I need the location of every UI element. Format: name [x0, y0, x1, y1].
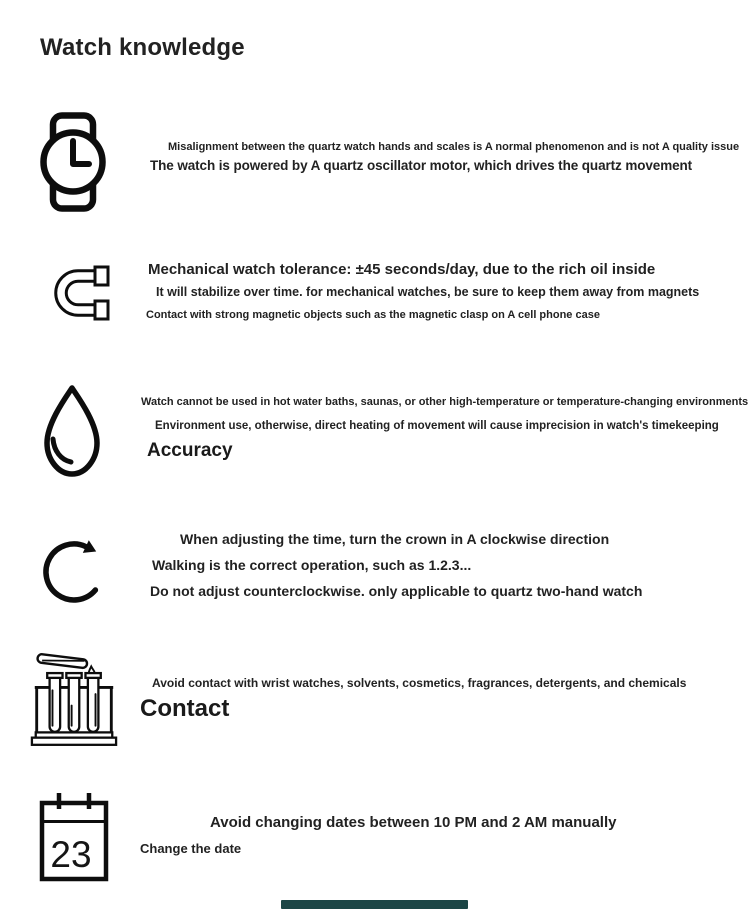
section-quartz-movement: [140, 141, 739, 173]
environment-line: Environment use, otherwise, direct heating of movement will cause imprecision in watch's timekeeping: [155, 420, 719, 432]
chemicals-line: Avoid contact with wrist watches, solvents, cosmetics, fragrances, detergents, and chemicals: [152, 676, 687, 690]
hot-water-line: Watch cannot be used in hot water baths, saunas, or other high-temperature or temperature-changing environments: [141, 396, 749, 408]
crown-clockwise-line: When adjusting the time, turn the crown in A clockwise direction: [180, 531, 610, 547]
section-date-change: [138, 814, 616, 856]
avoid-date-change-line: Avoid changing dates between 10 PM and 2 AM manually: [210, 814, 617, 831]
calendar-icon: [38, 789, 110, 883]
quartz-note-line: Misalignment between the quartz watch hands and scales is A normal phenomenon and is not A quality issue: [168, 141, 740, 153]
magnetic-contact-line: Contact with strong magnetic objects such as the magnetic clasp on A cell phone case: [146, 309, 600, 321]
water-drop-icon: [40, 383, 104, 481]
section-contact: [140, 676, 686, 723]
wristwatch-icon: [40, 112, 106, 212]
page-title: Watch knowledge: [40, 34, 245, 61]
calendar-day-number: 23: [50, 834, 92, 875]
clockwise-arrow-icon: [40, 524, 112, 614]
counterclockwise-line: Do not adjust counterclockwise. only applicable to quartz two-hand watch: [150, 583, 643, 599]
magnet-icon: [38, 262, 114, 324]
quartz-main-line: The watch is powered by A quartz oscillator motor, which drives the quartz movement: [150, 158, 693, 173]
section-magnetism: [140, 261, 699, 321]
bottom-accent-bar: [281, 900, 468, 909]
change-date-label: Change the date: [140, 841, 242, 856]
section-time-adjustment: [140, 531, 642, 599]
section-accuracy: [138, 396, 748, 462]
test-tubes-icon: [30, 644, 118, 750]
contact-label: Contact: [140, 695, 230, 722]
walking-line: Walking is the correct operation, such as 1.2.3...: [152, 557, 472, 573]
tolerance-line: Mechanical watch tolerance: ±45 seconds/day, due to the rich oil inside: [148, 261, 656, 278]
stabilize-line: It will stabilize over time. for mechanical watches, be sure to keep them away from magnets: [156, 285, 700, 299]
accuracy-label: Accuracy: [147, 440, 233, 461]
